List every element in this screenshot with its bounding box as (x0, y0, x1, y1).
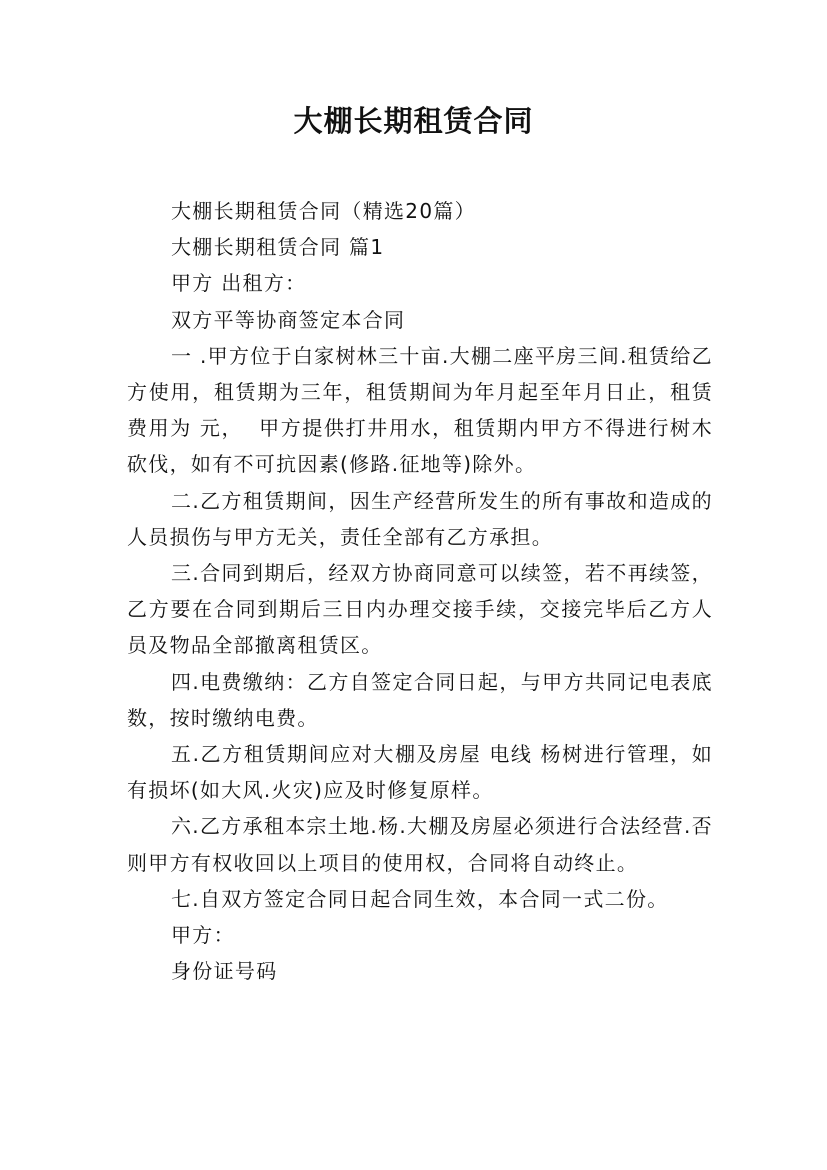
document-title: 大棚长期租赁合同 (293, 104, 534, 138)
paragraph-clause-4: 四.电费缴纳：乙方自签定合同日起，与甲方共同记电表底数，按时缴纳电费。 (127, 669, 713, 730)
paragraph-clause-6: 六.乙方承租本宗土地.杨.大棚及房屋必须进行合法经营.否则甲方有权收回以上项目的使用权，合同将自动终止。 (127, 814, 713, 875)
document-body (127, 193, 713, 989)
paragraph-clause-3: 三.合同到期后，经双方协商同意可以续签，若不再续签，乙方要在合同到期后三日内办理交接手续，交接完毕后乙方人员及物品全部撤离租赁区。 (127, 561, 713, 658)
paragraph-article-heading: 大棚长期租赁合同 篇1 (171, 235, 385, 260)
paragraph-clause-2: 二.乙方租赁期间，因生产经营所发生的所有事故和造成的人员损伤与甲方无关，责任全部有乙方承担。 (127, 488, 713, 549)
paragraph-clause-5: 五.乙方租赁期间应对大棚及房屋 电线 杨树进行管理，如有损坏(如大风.火灾)应及时修复原样。 (127, 742, 713, 803)
paragraph-id-number: 身份证号码 (171, 959, 278, 984)
paragraph-signature-party-a: 甲方： (171, 923, 235, 948)
paragraph-clause-1: 一 .甲方位于白家树林三十亩.大棚二座平房三间.租赁给乙方使用，租赁期为三年，租赁期间为年月起至年月日止，租赁费用为 元， 甲方提供打井用水，租赁期内甲方不得进行树木砍伐，如有不可抗因素(修路.征地等)除外。 (127, 343, 713, 477)
paragraph-clause-7: 七.自双方签定合同日起合同生效，本合同一式二份。 (171, 886, 669, 911)
paragraph-party-a: 甲方 出租方： (171, 271, 307, 296)
paragraph-subtitle: 大棚长期租赁合同（精选20篇） (171, 199, 476, 223)
paragraph-intro: 双方平等协商签定本合同 (171, 307, 406, 332)
